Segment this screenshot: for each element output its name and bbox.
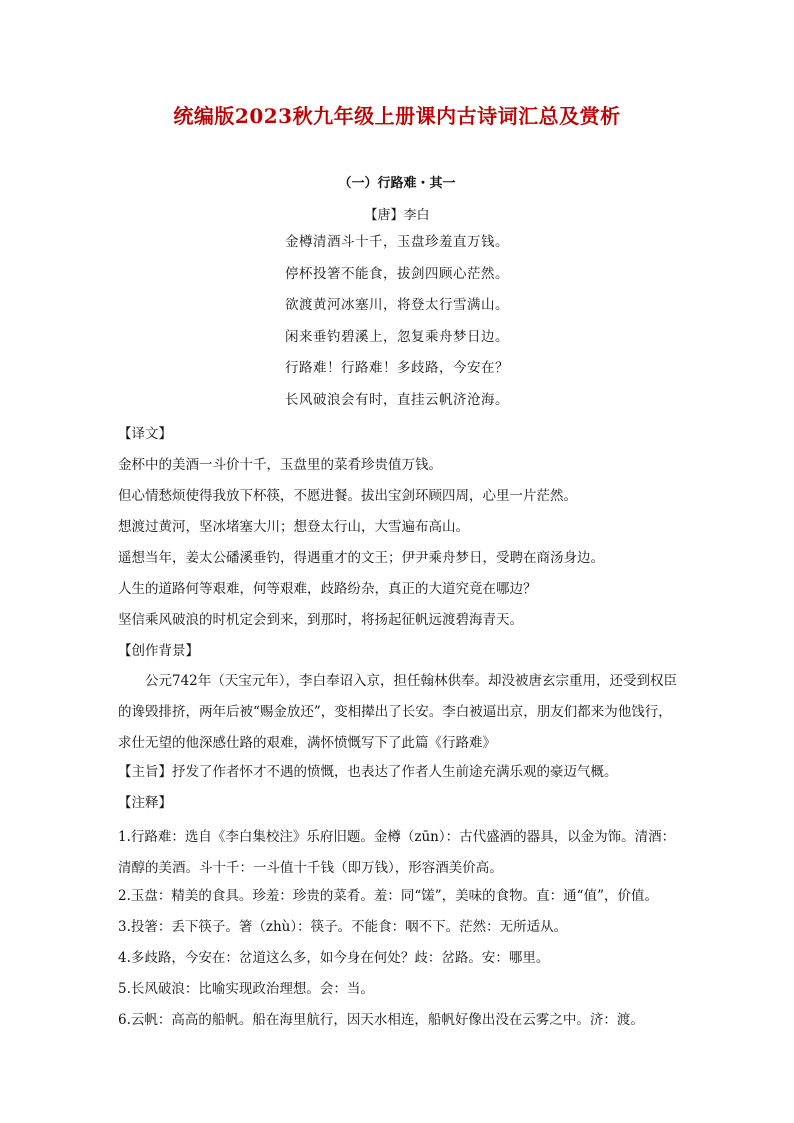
theme-line [118, 760, 618, 780]
note-item: 2.玉盘：精美的食具。珍羞：珍贵的菜肴。羞：同“馐”，美味的食物。直：通“值”，价值。 [118, 888, 658, 904]
translation-line: 想渡过黄河，坚冰堵塞大川；想登太行山，大雪遍布高山。 [118, 519, 469, 535]
notes-heading: 【注释】 [118, 795, 172, 811]
note-item: 3.投箸：丢下筷子。箸（zhù）：筷子。不能食：咽不下。茫然：无所适从。 [118, 919, 568, 935]
poem-line: 行路难！行路难！多歧路，今安在？ [285, 360, 509, 377]
note-item: 4.多歧路，今安在：岔道这么多，如今身在何处？歧：岔路。安：哪里。 [118, 950, 550, 966]
poem-title: （一）行路难・其一 [338, 176, 456, 191]
theme-heading: 【主旨】 [118, 764, 172, 780]
background-heading: 【创作背景】 [118, 643, 199, 659]
note-item: 1.行路难：选自《李白集校注》乐府旧题。金樽（zūn）：古代盛酒的器具，以金为饰。清酒：清醇的美酒。斗十千：一斗值十千钱（即万钱），形容酒美价高。 [118, 829, 676, 876]
translation-line: 但心情愁烦使得我放下杯筷，不愿进餐。拔出宝剑环顾四周，心里一片茫然。 [118, 488, 577, 504]
poem-author: 【唐】李白 [364, 208, 430, 223]
background-text: 公元742年（天宝元年），李白奉诏入京，担任翰林供奉。却没被唐玄宗重用，还受到权臣的谗毁排挤，两年后被“赐金放还”，变相撵出了长安。李白被逼出京，朋友们都来为他饯行，求仕无望的他深感仕路的艰难，满怀愤慨写下了此篇《行路难》 [118, 673, 678, 751]
translation-line: 金杯中的美酒一斗价十千，玉盘里的菜肴珍贵值万钱。 [118, 457, 442, 473]
poem-line: 闲来垂钓碧溪上，忽复乘舟梦日边。 [285, 328, 509, 345]
document-title: 统编版2023秋九年级上册课内古诗词汇总及赏析 [173, 104, 621, 128]
poem-line: 长风破浪会有时，直挂云帆济沧海。 [285, 391, 509, 408]
poem-line: 停杯投箸不能食，拔剑四顾心茫然。 [285, 265, 509, 282]
translation-heading: 【译文】 [118, 426, 172, 442]
translation-line: 遥想当年，姜太公磻溪垂钓，得遇重才的文王；伊尹乘舟梦日，受聘在商汤身边。 [118, 550, 604, 566]
note-item: 5.长风破浪：比喻实现政治理想。会：当。 [118, 981, 374, 997]
translation-line: 人生的道路何等艰难，何等艰难，歧路纷杂，真正的大道究竟在哪边？ [118, 581, 537, 597]
poem-line: 欲渡黄河冰塞川，将登太行雪满山。 [285, 297, 509, 314]
poem-line: 金樽清酒斗十千，玉盘珍羞直万钱。 [285, 234, 509, 250]
poem-body [0, 232, 794, 422]
theme-text: 抒发了作者怀才不遇的愤慨，也表达了作者人生前途充满乐观的豪迈气概。 [172, 764, 618, 780]
note-item: 6.云帆：高高的船帆。船在海里航行，因天水相连，船帆好像出没在云雾之中。济：渡。 [118, 1012, 644, 1028]
translation-line: 坚信乘风破浪的时机定会到来，到那时，将扬起征帆远渡碧海青天。 [118, 612, 523, 628]
